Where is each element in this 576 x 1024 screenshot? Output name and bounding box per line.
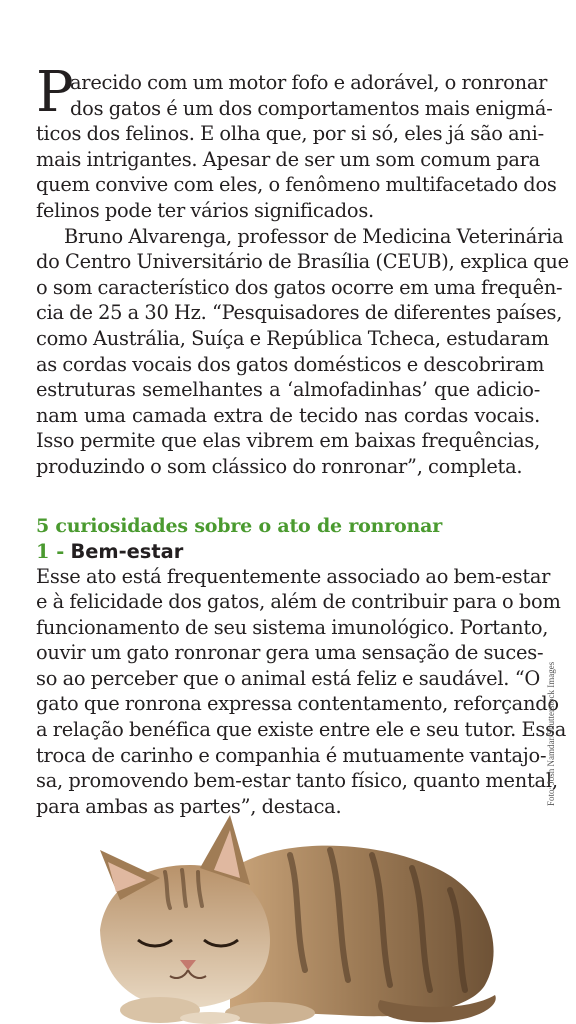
paragraph-intro	[36, 60, 557, 224]
item-number: 1 -	[36, 539, 65, 563]
text-line: nam uma camada extra de tecido nas cordas vocais.	[36, 403, 540, 427]
text-line: e à felicidade dos gatos, além de contribuir para o bom	[36, 590, 561, 614]
text-line: para ambas as partes”, destaca.	[36, 794, 342, 818]
item-title: Bem-estar	[70, 539, 184, 563]
text-line: a relação benéfica que existe entre ele e seu tutor. Essa	[36, 718, 567, 742]
text-line: dos gatos é um dos comportamentos mais enigmá-	[70, 96, 553, 120]
text-line: estruturas semelhantes a ‘almofadinhas’ que adicio-	[36, 378, 540, 402]
text-line: mais intrigantes. Apesar de ser um som comum para	[36, 147, 540, 171]
text-line: ouvir um gato ronronar gera uma sensação de suces-	[36, 641, 544, 665]
text-line: como Austrália, Suíça e República Tcheca, estudaram	[36, 326, 549, 350]
text-line: ticos dos felinos. E olha que, por si só, eles já são ani-	[36, 122, 544, 146]
text-line: as cordas vocais dos gatos domésticos e descobriram	[36, 352, 545, 376]
drop-cap: P	[36, 60, 74, 125]
text-line: so ao perceber que o animal está feliz e saudável. “O	[36, 666, 540, 690]
text-line: Esse ato está frequentemente associado ao bem-estar	[36, 564, 551, 588]
text-line: cia de 25 a 30 Hz. “Pesquisadores de diferentes países,	[36, 301, 563, 325]
photo-credit-text: Foto: Josh Namdar/Shutterstock Images	[546, 661, 556, 806]
paragraph-quote	[36, 224, 569, 480]
item-heading	[36, 539, 540, 564]
text-line: quem convive com eles, o fenômeno multifacetado dos	[36, 173, 557, 197]
text-line: arecido com um motor fofo e adorável, o ronronar	[70, 71, 548, 94]
text-line: troca de carinho e companhia é mutuamente vantajo-	[36, 743, 547, 767]
text-line: do Centro Universitário de Brasília (CEUB), explica que	[36, 250, 569, 274]
text-line: Bruno Alvarenga, professor de Medicina Veterinária	[64, 224, 564, 248]
text-line: felinos pode ter vários significados.	[36, 198, 374, 222]
section-heading: 5 curiosidades sobre o ato de ronronar	[36, 514, 443, 537]
text-line: o som característico dos gatos ocorre em uma frequên-	[36, 275, 563, 299]
text-line: Isso permite que elas vibrem em baixas frequências,	[36, 429, 540, 453]
text-line: sa, promovendo bem-estar tanto físico, quanto mental,	[36, 769, 558, 793]
text-line: produzindo o som clássico do ronronar”, completa.	[36, 454, 523, 478]
text-line: gato que ronrona expressa contentamento, reforçando	[36, 692, 559, 716]
sleeping-cat-image	[80, 810, 510, 1024]
text-line: funcionamento de seu sistema imunológico. Portanto,	[36, 615, 549, 639]
photo-credit	[546, 606, 560, 806]
